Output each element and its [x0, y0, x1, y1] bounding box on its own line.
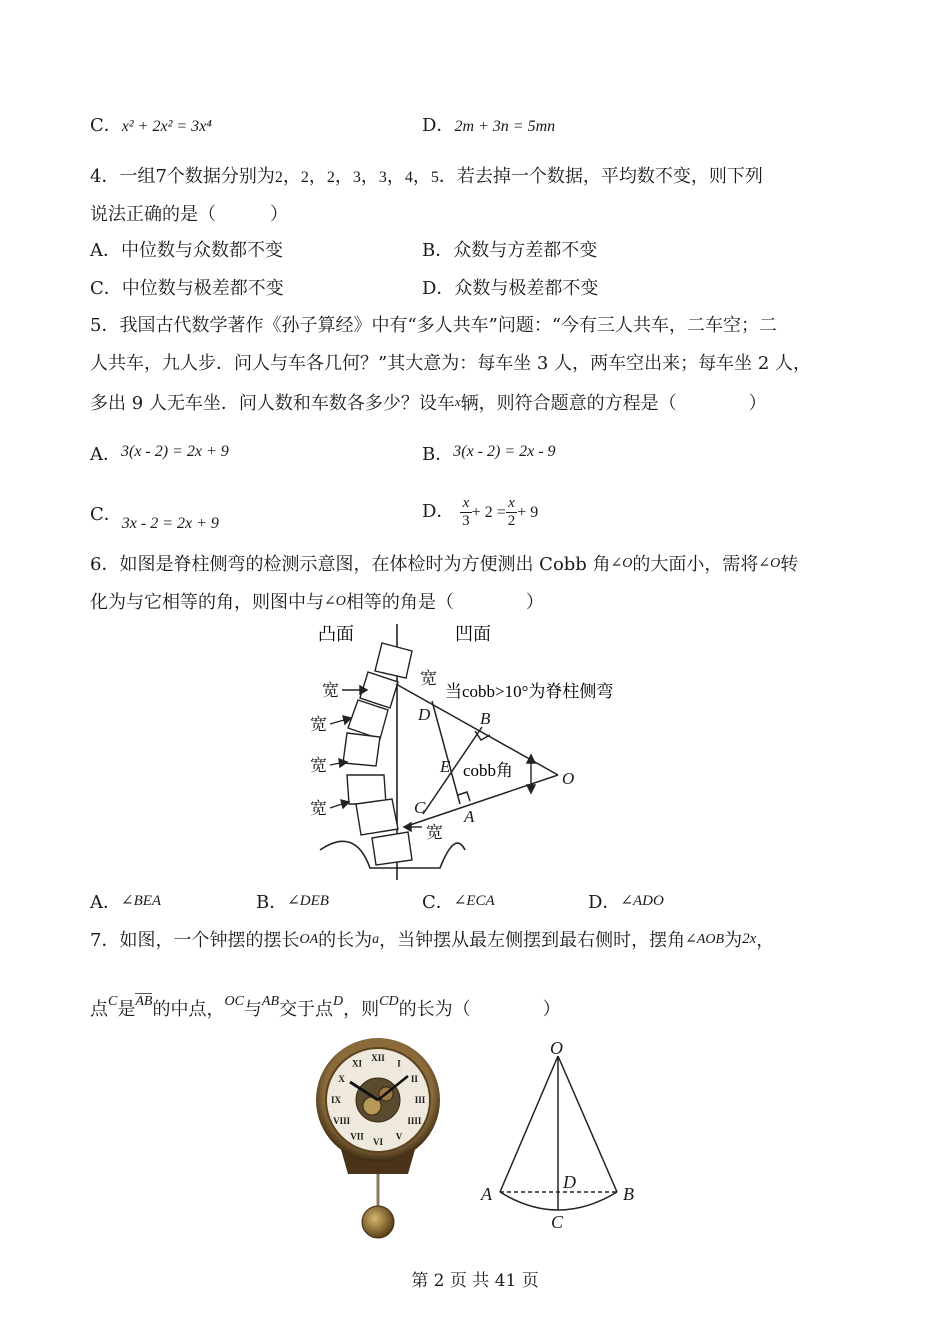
clock-numeral: X	[338, 1074, 345, 1084]
q7-stem-line1: 7．如图，一个钟摆的摆长OA的长为a，当钟摆从最左侧摆到最右侧时，摆角∠AOB为2x，	[90, 930, 775, 951]
q5-option-a-formula: 3(x - 2) = 2x + 9	[121, 443, 229, 460]
vertebrae	[343, 643, 412, 865]
clock-numeral: XI	[351, 1058, 363, 1069]
point-o-label: O	[550, 1038, 563, 1058]
clock-numeral: III	[414, 1095, 426, 1105]
q3-option-d-formula: 2m + 3n = 5mn	[454, 118, 556, 135]
q7-stem-line2: 点$^C$是$^{AB}$的中点，$^{OC}$与$^{AB}$交于点$^D$，则$^{CD}$的长为（ ）	[90, 994, 561, 1020]
q6-angle-o-1: ∠O	[610, 556, 633, 571]
q4-stem-line2: 说法正确的是（ ）	[90, 204, 288, 225]
q6-option-b[interactable]: B．∠DEB	[256, 892, 329, 913]
convex-label: 凸面	[318, 624, 354, 644]
clock-numeral: VII	[350, 1131, 364, 1142]
q5-option-c[interactable]: C．3x - 2 = 2x + 9	[90, 504, 219, 532]
q5-stem-line3: 多出 9 人无车坐．问人数和车数各多少？设车x辆，则符合题意的方程是（ ）	[90, 393, 767, 414]
point-b-label: B	[480, 709, 491, 728]
wide-label-bottom: 宽	[426, 823, 443, 842]
q5-stem-line2: 人共车，九人步．问人与车各几何？”其大意为：每车坐 3 人，两车空出来；每车坐 2 人，	[90, 353, 811, 374]
point-d-label: D	[418, 705, 431, 724]
q6-option-d[interactable]: D．∠ADO	[588, 892, 664, 913]
q6-option-c-formula: ∠ECA	[453, 893, 495, 909]
point-a-label: A	[464, 807, 475, 826]
cobb-angle-label: cobb角	[463, 761, 514, 780]
wide-label-2: 宽	[310, 715, 327, 734]
q5-variable-x: x	[454, 394, 461, 409]
q5-option-b-formula: 3(x - 2) = 2x - 9	[453, 443, 556, 460]
clock-numeral: VI	[372, 1137, 384, 1147]
cobb-note: 当cobb>10°为脊柱侧弯	[445, 682, 614, 701]
q4-data-1: 2	[300, 169, 309, 186]
q6-option-c[interactable]: C．∠ECA	[422, 892, 495, 913]
q7-cd: CD	[379, 994, 399, 1009]
page-footer: 第 2 页 共 41 页	[411, 1271, 539, 1291]
q7-angle-aob: ∠AOB	[685, 932, 725, 947]
point-a-label: A	[481, 1184, 492, 1204]
q6-option-b-formula: ∠DEB	[287, 893, 329, 909]
q7-point-d: D	[333, 994, 344, 1009]
q6-stem-line2: 化为与它相等的角，则图中与∠O相等的角是（ ）	[90, 592, 544, 613]
q5-option-d[interactable]: D． $\frac{x}{3}$ + 2 = $\frac{x}{2}$ + 9	[422, 494, 539, 529]
point-c-label: C	[551, 1212, 564, 1232]
q4-data-5: 4	[404, 169, 413, 186]
q4-option-d[interactable]: D．众数与极差都不变	[422, 278, 599, 299]
clock-numeral: IIII	[407, 1116, 422, 1126]
q4-data-2: 2	[326, 169, 335, 186]
q5-option-d-frac1: $\frac{x}{3}$	[462, 494, 470, 529]
clock-numeral: XII	[371, 1053, 385, 1063]
cobb-angle-arrow	[527, 755, 535, 793]
q7-2x: 2x	[742, 931, 757, 947]
q7-point-c: C	[108, 994, 118, 1009]
concave-label: 凹面	[455, 624, 491, 644]
q5-option-d-frac2: $\frac{x}{2}$	[507, 494, 516, 529]
q6-angle-o-2: ∠O	[758, 556, 781, 571]
q4-stem-line1: 4．一组7个数据分别为2，2，2，3，3，4，5．若去掉一个数据，平均数不变，则下列	[90, 166, 763, 187]
point-o-label: O	[562, 769, 575, 788]
q4-option-a[interactable]: A．中位数与众数都不变	[90, 240, 283, 261]
q5-stem-line1: 5．我国古代数学著作《孙子算经》中有“多人共车”问题：“今有三人共车，二车空；二	[90, 315, 778, 336]
q5-option-b[interactable]: B．3(x - 2) = 2x - 9	[422, 443, 556, 465]
clock-numeral: I	[397, 1058, 401, 1069]
pendulum-clock-image	[312, 1034, 444, 1240]
clock-numeral: VIII	[333, 1116, 351, 1126]
q4-data-3: 3	[352, 169, 361, 186]
clock-numeral: IX	[330, 1095, 342, 1105]
point-d-label: D	[563, 1172, 576, 1192]
q4-option-b[interactable]: B．众数与方差都不变	[422, 240, 598, 261]
spine-diagram	[300, 618, 660, 880]
q4-data-0: 2	[274, 169, 283, 186]
q7-arc-ab: AB	[135, 994, 153, 1009]
pendulum-bob	[362, 1206, 394, 1238]
q7-a: a	[372, 932, 380, 947]
point-e-label: E	[440, 757, 451, 776]
wide-label-4: 宽	[310, 799, 327, 818]
q4-data-6: 5	[430, 169, 439, 186]
q5-option-c-formula: 3x - 2 = 2x + 9	[121, 515, 219, 532]
pendulum-diagram	[475, 1034, 645, 1234]
q7-oc: OC	[224, 994, 244, 1009]
q6-option-a-formula: ∠BEA	[121, 893, 162, 909]
q4-option-c[interactable]: C．中位数与极差都不变	[90, 278, 284, 299]
q6-option-a[interactable]: A．∠BEA	[90, 892, 162, 913]
q3-option-d[interactable]: D．2m + 3n = 5mn	[422, 115, 556, 136]
q6-stem-line1: 6．如图是脊柱侧弯的检测示意图，在体检时为方便测出 Cobb 角∠O的大面小，需将∠O转	[90, 554, 799, 575]
wide-label-1: 宽	[322, 681, 339, 700]
q7-oa: OA	[299, 932, 319, 947]
segment-oa	[500, 1056, 558, 1192]
q5-option-a[interactable]: A．3(x - 2) = 2x + 9	[90, 443, 229, 465]
clock-numeral: V	[395, 1131, 403, 1142]
q3-option-c[interactable]: C．x² + 2x² = 3x⁴	[90, 115, 212, 136]
point-c-label: C	[414, 798, 426, 817]
q6-option-d-formula: ∠ADO	[620, 893, 664, 909]
wide-label-top: 宽	[420, 669, 437, 688]
q3-option-c-formula: x² + 2x² = 3x⁴	[121, 118, 212, 135]
wide-label-3: 宽	[310, 756, 327, 775]
q6-angle-o-3: ∠O	[324, 594, 346, 609]
clock-numeral: II	[410, 1074, 418, 1084]
q4-data-4: 3	[378, 169, 387, 186]
point-b-label: B	[623, 1184, 634, 1204]
q7-ab: AB	[261, 994, 280, 1009]
